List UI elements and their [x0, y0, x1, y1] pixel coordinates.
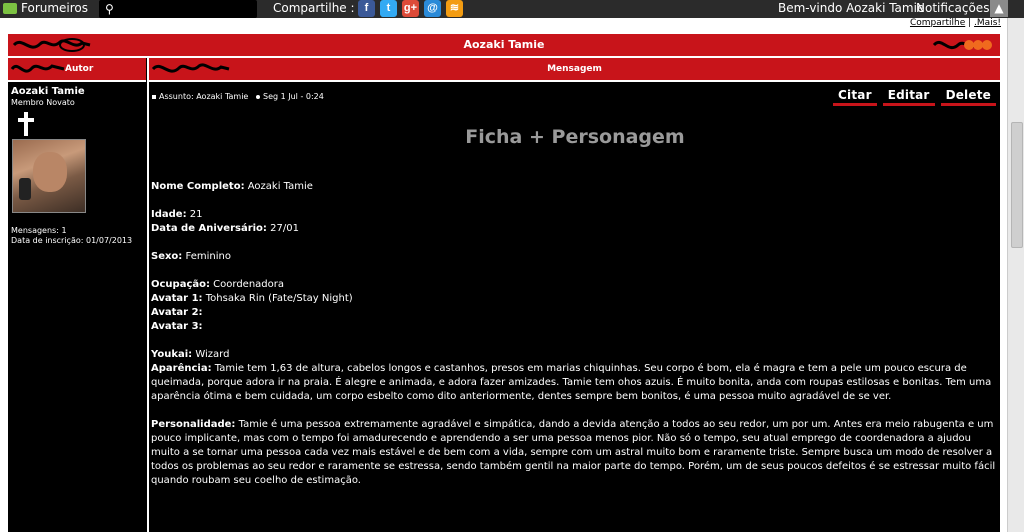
post-actions [833, 88, 996, 106]
forumeiros-link[interactable] [3, 1, 88, 15]
field-ocupacao [151, 278, 1001, 292]
search-icon: ⚲ [105, 2, 114, 16]
email-icon[interactable]: @ [424, 0, 441, 17]
field-sexo [151, 250, 1001, 264]
tribal-ornament-right-icon [932, 36, 996, 54]
field-aniversario [151, 222, 1001, 236]
avatar-face [33, 152, 67, 192]
field-label: Idade: [151, 209, 187, 220]
field-aparencia [151, 362, 1001, 404]
post-meta [152, 92, 324, 101]
field-value: Coordenadora [210, 279, 285, 290]
author-name[interactable]: Aozaki Tamie [11, 86, 85, 97]
field-label: Avatar 2: [151, 307, 203, 318]
topic-title: Aozaki Tamie [463, 38, 545, 51]
page-scrollbar[interactable] [1007, 18, 1024, 532]
welcome-link[interactable]: Bem-vindo Aozaki Tamie [778, 1, 925, 15]
field-avatar-3 [151, 320, 1001, 334]
topic-titlebar [8, 34, 1000, 58]
field-label: Avatar 3: [151, 321, 203, 332]
delete-button[interactable]: Delete [941, 88, 996, 106]
field-label: Avatar 1: [151, 293, 203, 304]
post-heading: Ficha + Personagem [465, 126, 685, 148]
field-label: Ocupação: [151, 279, 210, 290]
field-label: Data de Aniversário: [151, 223, 267, 234]
author-column-header [8, 58, 146, 82]
twitter-icon[interactable]: t [380, 0, 397, 17]
sublinks-separator: | [968, 18, 972, 28]
clock-icon [256, 95, 260, 99]
field-avatar-2 [151, 306, 1001, 320]
author-join-date: Data de inscrição: 01/07/2013 [11, 236, 133, 245]
message-column-header [149, 58, 1000, 82]
field-youkai [151, 348, 1001, 362]
field-idade [151, 208, 1001, 222]
topic-panel [8, 34, 1000, 532]
rank-cross-icon [17, 112, 35, 136]
share-link[interactable]: Compartilhe [909, 18, 966, 28]
field-value: Tamie é uma pessoa extremamente agradável e simpática, dando a devida atenção a todos ao seu redor, um por um. Antes era meio rabugenta e um pouco implicante, mas com o tempo foi amadurecendo e aprendendo a ser uma pessoa menos pior. Não só o tempo, seu atual emprego de coordenadora a ajudou muito a se tornar uma pessoa cada vez mais estável e de bem com a vida, sempre com um astral muito bom e raramente triste. Sempre busca um modo de resolver a todos os problemas ao seu redor e raramente se estressa, sendo também gentil na maior parte do tempo. Porém, um de seus poucos defeitos é se estressar muito fácil quando roubam seu coelho de estimação. [151, 419, 996, 486]
message-column-label: Mensagem [547, 64, 602, 74]
field-value: Tohsaka Rin (Fate/Stay Night) [202, 293, 353, 304]
field-value: 27/01 [266, 223, 299, 234]
field-avatar-1 [151, 292, 1001, 306]
share-label: Compartilhe : [273, 1, 355, 15]
field-value: Aozaki Tamie [244, 181, 313, 192]
field-value: Feminino [182, 251, 231, 262]
google-plus-icon[interactable]: g+ [402, 0, 419, 17]
scroll-top-icon[interactable]: ▲ [990, 0, 1008, 17]
post-subject: Assunto: Aozaki Tamie [159, 92, 249, 101]
search-input[interactable] [99, 0, 257, 18]
scrollbar-thumb[interactable] [1011, 122, 1023, 248]
facebook-icon[interactable]: f [358, 0, 375, 17]
top-toolbar [0, 0, 1024, 18]
post-body [151, 180, 1001, 488]
field-value: 21 [186, 209, 203, 220]
author-rank: Membro Novato [11, 98, 75, 107]
tribal-ornament-icon [10, 60, 66, 78]
field-label: Nome Completo: [151, 181, 245, 192]
rss-icon[interactable]: ≋ [446, 0, 463, 17]
share-more-links [910, 18, 1001, 28]
edit-button[interactable]: Editar [883, 88, 935, 106]
author-post-count: Mensagens: 1 [11, 226, 67, 235]
field-value: Wizard [192, 349, 230, 360]
field-nome [151, 180, 1001, 194]
avatar-phone [19, 178, 31, 200]
notifications-link[interactable]: Notificações [916, 1, 990, 15]
avatar[interactable] [12, 139, 86, 213]
social-icons [358, 0, 463, 17]
author-column-label: Autor [65, 64, 94, 74]
field-label: Personalidade: [151, 419, 236, 430]
column-divider [147, 58, 149, 532]
quote-button[interactable]: Citar [833, 88, 877, 106]
field-label: Youkai: [151, 349, 193, 360]
author-panel [11, 86, 85, 107]
brand-label: Forumeiros [21, 1, 89, 15]
field-label: Sexo: [151, 251, 183, 262]
field-value: Tamie tem 1,63 de altura, cabelos longos e castanhos, presos em marias chiquinhas. Seu corpo é bom, ela é magra e tem a pele um pouco escura de queimada, porque adora ir na praia. É alegre e animada, e adora fazer amizades. Tamie tem ohos azuis. É muito bonita, anda com roupas estilosas e bonitas. Tem uma aparência ótima e bem cuidada, um corpo esbelto como dito anteriormente, dentes sempre bem bonitos, é uma pessoa muito agradável de se ver. [151, 363, 992, 402]
post-date: Seg 1 Jul - 0:24 [263, 92, 324, 101]
field-label: Aparência: [151, 363, 212, 374]
more-link[interactable]: .Mais! [974, 18, 1001, 28]
forumeiros-logo-icon [3, 3, 17, 14]
subject-icon [152, 95, 156, 99]
author-stats [11, 226, 132, 246]
field-personalidade [151, 418, 1001, 488]
topic-frame [6, 32, 1002, 532]
